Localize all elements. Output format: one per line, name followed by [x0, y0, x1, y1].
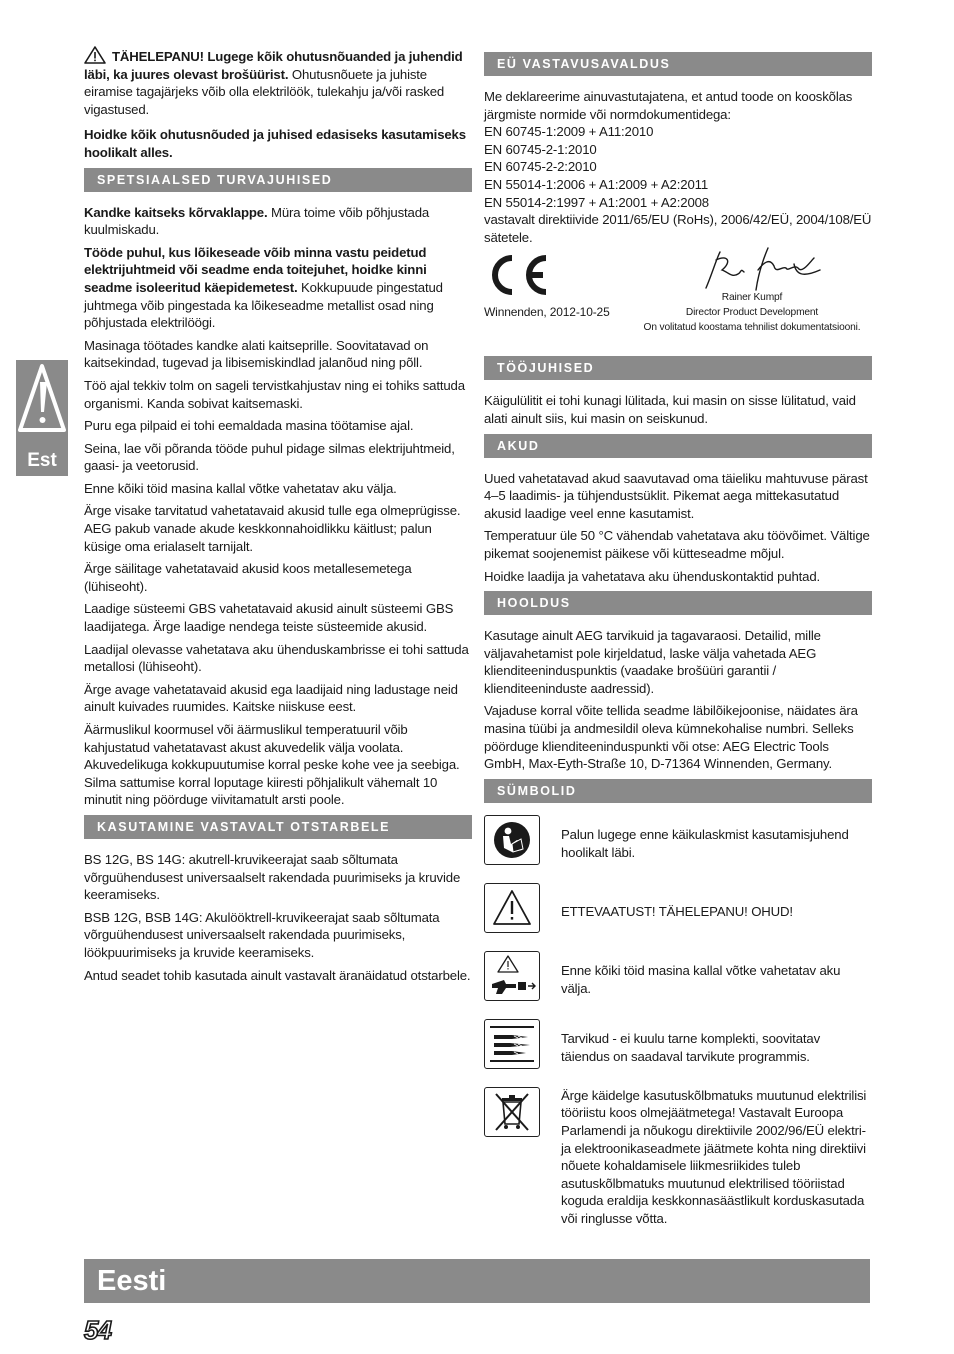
general-warning-text: Ohutusnõuete ja juhiste eiramise tagajärjeks võib olla elektrilöök, tulekahju ja/või rasked vigastused. [84, 66, 445, 117]
section-special-safety: SPETSIAALSED TURVAJUHISED [84, 168, 472, 192]
work-para-1: Käigulülitit ei tohi kunagi lülitada, kui masin on sisse lülitatud, vaid alati ainult siis, kui masin on seiskunud. [484, 393, 856, 426]
safety-para-4: Töö ajal tekkiv tolm on sageli tervistkahjustav ning ei tohiks sattuda organismi. Kanda sobivat kaitsemaski. [84, 377, 465, 411]
remove-battery-icon [488, 954, 536, 998]
declaration-intro: Me deklareerime ainuvastutajatena, et antud toode on kooskõlas järgmiste normide või normdokumentidega: [484, 89, 853, 122]
signer-block [632, 290, 872, 335]
symbol-row [484, 951, 872, 1009]
accessories-icon-box [484, 1019, 540, 1069]
safety-para-1-bold: Kandke kaitseks kõrvaklappe. [84, 204, 268, 220]
signer-title: Director Product Development [685, 307, 819, 319]
maintenance-para-2: Vajaduse korral võite tellida seadme läbilõikejoonise, näidates ära masina tüübi ja andmesildil oleva kümnekohalise numbri. Selleks pöörduge klienditeeninduspunkti või otse: AEG Electric Tools GmbH, Max-Eyth-Straße 10, D-71364 Winnenden, Germany. [484, 703, 858, 772]
safety-para-12: Ärge avage vahetatavaid akusid ega laadijaid ning ladustage neid ainult kuivades ruumides. Kaitske niiskuse eest. [84, 681, 458, 715]
symbol-row [484, 815, 872, 873]
symbol-text: Tarvikud - ei kuulu tarne komplekti, soovitatav täiendus on saadaval tarvikute programmis. [561, 1031, 821, 1064]
section-work-instructions: TÖÖJUHISED [484, 356, 872, 380]
section-symbols: SÜMBOLID [484, 779, 872, 803]
signer-note: On volitatud koostama tehnilist dokumentatsiooni. [643, 322, 861, 334]
section-maintenance: HOOLDUS [484, 591, 872, 615]
safety-para-2 [84, 244, 472, 332]
norm-line: EN 55014-1:2006 + A1:2009 + A2:2011 [484, 176, 709, 192]
use-para-2: BSB 12G, BSB 14G: Akulööktrell-kruvikeerajat saab sõltumata võrguühendusest universaalselt rakendada puurimiseks, löökpuurimiseks ja kruvide keeramiseks. [84, 909, 440, 960]
accessories-icon [488, 1023, 536, 1065]
safety-para-1-text: Müra toime võib põhjustada kuulmiskadu. [84, 204, 430, 238]
safety-para-9: Ärge säilitage vahetatavaid akusid koos metallesemetega (lühiseoht). [84, 561, 412, 594]
footer-language-title: Eesti [97, 1265, 167, 1297]
safety-para-2-text: Kokkupuude pingestatud juhtmega võib pingestada ka lõikeseadme metallist osad ning põhjustada elektrilöögi. [84, 279, 443, 331]
remove-battery-icon-box [484, 951, 540, 1001]
safety-para-5: Puru ega pilpaid ei tohi eemaldada masina töötamise ajal. [84, 418, 414, 434]
symbol-row [484, 883, 872, 941]
handwritten-signature [698, 244, 828, 294]
right-column [484, 46, 872, 1238]
general-warning-bold: TÄHELEPANU! Lugege kõik ohutusnõuanded ja juhendid läbi, ka juures olevast brošüürist. [84, 49, 463, 82]
battery-para-3: Hoidke laadija ja vahetatava aku ühenduskontaktid puhtad. [484, 568, 821, 584]
read-manual-icon [492, 820, 532, 860]
norm-line: EN 60745-2-1:2010 [484, 141, 597, 157]
symbol-row [484, 1087, 872, 1228]
warning-triangle-icon [84, 46, 106, 64]
safety-para-8: Ärge visake tarvitatud vahetatavaid akusid tulle ega olmeprügisse. AEG pakub vanade akude keskkonnahoidlikku käitlust; palun küsige oma erialaselt tarnijalt. [84, 503, 461, 554]
crossed-bin-icon-box [484, 1087, 540, 1137]
battery-para-1: Uued vahetatavad akud saavutavad oma täieliku mahtuvuse pärast 4–5 laadimis- ja tühjendustsüklit. Pikemat aega mittekasutatud akusid laadige veel enne kasutamist. [484, 470, 868, 521]
maintenance-para-1: Kasutage ainult AEG tarvikuid ja tagavaraosi. Detailid, mille väljavahetamist pole kirjeldatud, laske välja vahetada AEG klienditeeninduspunktis (vaadake brošüüri garantii / klienditeeninduste aadressid). [484, 628, 821, 696]
symbol-text: Enne kõiki töid masina kallal võtke vahetatav aku välja. [561, 963, 841, 996]
safety-para-6: Seina, lae või põranda tööde puhul pidage silmas elektrijuhtmeid, gaasi- ja veetorusid. [84, 440, 455, 474]
place-date: Winnenden, 2012-10-25 [484, 305, 610, 320]
ce-signature-block [484, 252, 872, 350]
safety-para-13: Äärmuslikul koormusel või äärmuslikul temperatuuril võib kahjustatud vahetatavast akust akuvedelik välja voolata. Akuvedelikuga kokkupuutumise korral peske kohe vee ja seebiga. Silma sattumise korral loputage kiiresti põhjalikult vähemalt 10 minutit ning pöörduge viivitamatult arsti poole. [84, 722, 460, 808]
norm-line: EN 60745-1:2009 + A11:2010 [484, 124, 654, 140]
battery-para-2: Temperatuur üle 50 °C vähendab vahetatava aku töövõimet. Vältige pikemat soojenemist päikese või kütteseadme mõjul. [484, 528, 870, 561]
warning-triangle-icon [492, 889, 532, 927]
read-manual-icon-box [484, 815, 540, 865]
language-side-tab [16, 360, 68, 476]
section-ec-declaration: EÜ VASTAVUSAVALDUS [484, 52, 872, 76]
signer-name: Rainer Kumpf [721, 292, 783, 304]
page-number: 54 [84, 1315, 111, 1345]
language-code: Est [27, 450, 57, 471]
use-para-3: Antud seadet tohib kasutada ainult vastavalt äranäidatud otstarbele. [84, 967, 471, 983]
section-intended-use: KASUTAMINE VASTAVALT OTSTARBELE [84, 815, 472, 839]
safety-para-10: Laadige süsteemi GBS vahetatavaid akusid ainult süsteemi GBS laadijatega. Ärge laadige nendega teiste süsteemide akusid. [84, 601, 454, 635]
safety-para-2-bold: Tööde puhul, kus lõikeseade võib minna vastu peidetud elektrijuhtmeid või seadme enda toitejuhet, hoidke kinni seadme isoleeritud käepidemetest. [84, 244, 427, 295]
norm-line: EN 55014-2:1997 + A1:2001 + A2:2008 [484, 194, 709, 210]
symbol-text: Palun lugege enne käikulaskmist kasutamisjuhend hoolikalt läbi. [561, 827, 849, 860]
footer-language-bar [84, 1259, 870, 1303]
warning-triangle-icon-box [484, 883, 540, 933]
section-batteries: AKUD [484, 434, 872, 458]
safety-para-1 [84, 204, 472, 239]
safety-para-11: Laadijal olevasse vahetatava aku ühenduskambrisse ei tohi sattuda metallosi (lühiseoht). [84, 641, 469, 675]
left-column [84, 46, 472, 989]
keep-instructions: Hoidke kõik ohutusnõuded ja juhised edasiseks kasutamiseks hoolikalt alles. [84, 127, 466, 160]
norm-line: EN 60745-2-2:2010 [484, 159, 597, 175]
general-warning [84, 46, 472, 118]
caution-exclamation-icon [16, 360, 68, 446]
use-para-1: BS 12G, BS 14G: akutrell-kruvikeerajat saab sõltumata võrguühendusest universaalselt rakendada puurimiseks ja kruvide keeramiseks. [84, 851, 461, 903]
safety-para-3: Masinaga töötades kandke alati kaitseprille. Soovitatavad on kaitsekindad, tugevad ja libisemiskindlad jalanõud ning põll. [84, 337, 429, 371]
crossed-bin-icon [492, 1090, 532, 1134]
declaration-outro: vastavalt direktiivide 2011/65/EU (RoHs), 2006/42/EÜ, 2004/108/EÜ sätetele. [484, 212, 872, 245]
safety-para-7: Enne kõiki töid masina kallal võtke vahetatav aku välja. [84, 480, 397, 496]
declaration-text [484, 88, 872, 246]
symbol-text: ETTEVAATUST! TÄHELEPANU! OHUD! [561, 904, 793, 920]
ce-mark-icon [484, 252, 550, 298]
symbol-row [484, 1019, 872, 1077]
symbol-text: Ärge käidelge kasutuskõlbmatuks muutunud elektrilisi tööriistu koos olmejäätmetega! Vastavalt Euroopa Parlamendi ja nõukogu direktiivile 2002/96/EÜ elektri- ja elektroonikaseadmete jäätmete kohta ning direktiivi nõuete kohaldamisele liikmesriikides tuleb asutuskõlbmatuks muutunud elektrilised tööriistad koguda eraldija keskkonnasäästlikult korduskasutada või ringlusse võtta. [561, 1087, 867, 1226]
